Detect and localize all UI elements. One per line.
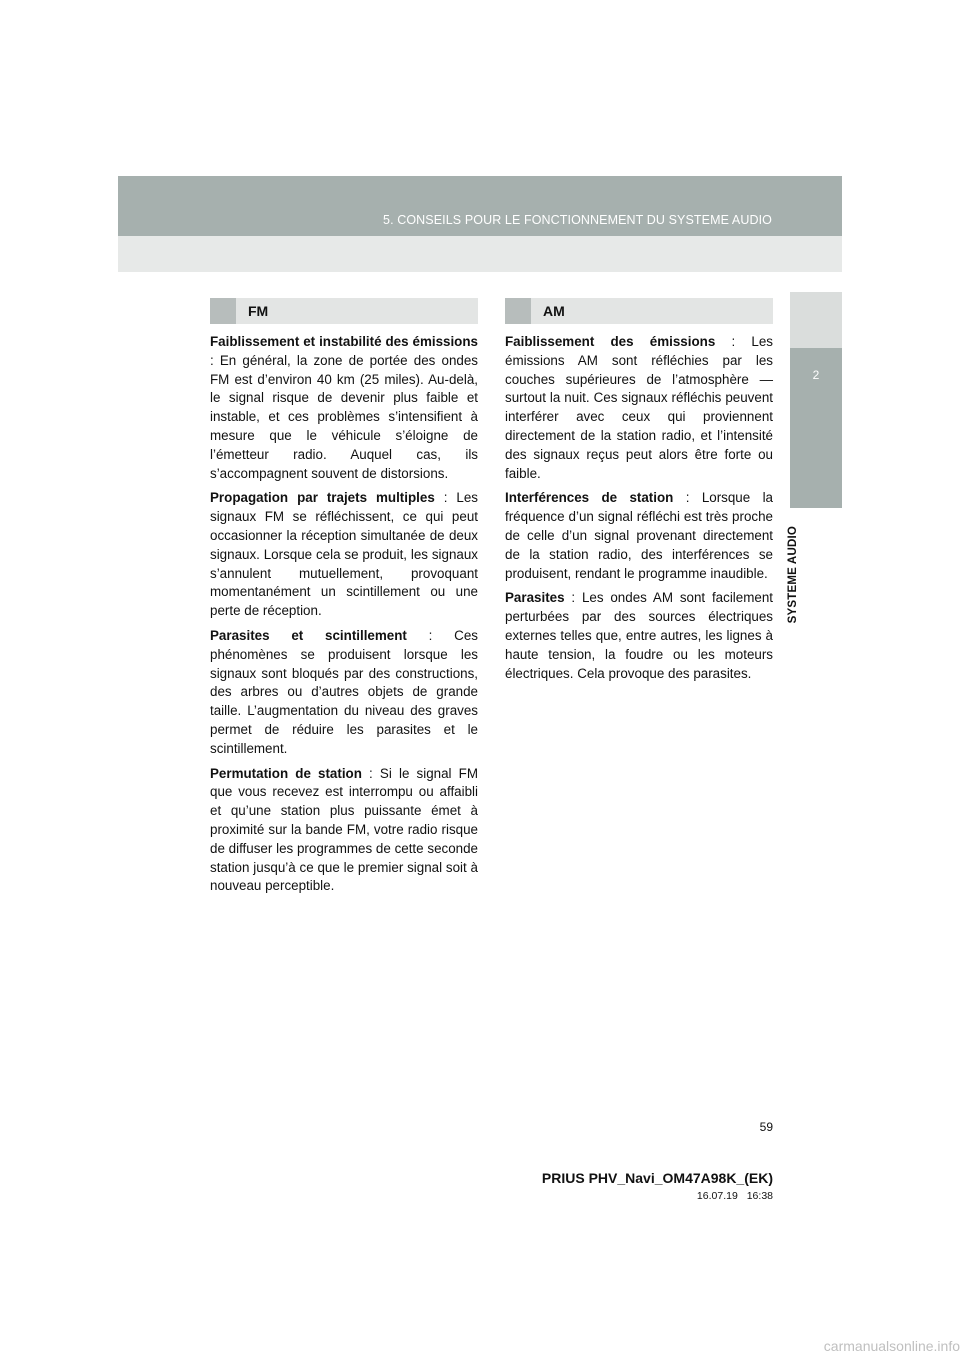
watermark: carmanualsonline.info [823, 1338, 960, 1354]
page-number: 59 [759, 1120, 773, 1134]
document-time: 16:38 [746, 1190, 773, 1202]
section-heading-fm [210, 298, 478, 324]
paragraph-text: Ces phénomènes se produisent lorsque les signaux sont bloqués par des constructions, des arbres ou d’autres objets de grande taille. L’augmentation du niveau des graves permet de réduire les parasites et le scintillement. [210, 627, 478, 756]
document-id: PRIUS PHV_Navi_OM47A98K_(EK) [541, 1170, 773, 1186]
fm-paragraph: Propagation par trajets multiples : Les signaux FM se réfléchissent, ce qui peut occasionner la réception simultanée de deux signaux. Lorsque cela se produit, les signaux s’annulent mutuellement, provoquant momentanément un scintillement ou une perte de réception. [210, 490, 478, 619]
heading-square-icon [505, 298, 531, 324]
paragraph-text: Les signaux FM se réfléchissent, ce qui peut occasionner la réception simultanée de deux signaux. Lorsque cela se produit, les signaux s’annulent mutuellement, provoquant momentanément un scintillement ou une perte de réception. [210, 490, 478, 619]
fm-paragraph: Faiblissement et instabilité des émissions : En général, la zone de portée des ondes FM est d’environ 40 km (25 miles). Au-delà, le signal risque de devenir plus faible et instable, et ces problèmes s’intensifient à mesure que le véhicule s’éloigne de l’émetteur radio. Auquel cas, ils s’accompagnent souvent de distorsions. [210, 334, 478, 481]
paragraph-term: Interférences de station [505, 490, 674, 506]
paragraph-text: Les émissions AM sont réfléchies par les couches supérieures de l’atmosphère — surtout la nuit. Ces signaux réfléchis peuvent interférer avec ceux qui proviennent directement de la station radio, et l’intensité des signaux reçus peut alors être forte ou faible. [505, 334, 773, 481]
am-paragraph: Interférences de station : Lorsque la fréquence d’un signal réfléchi est très proche de celle d’un signal provenant directement de la station radio, des interférences se produisent, rendant le programme inaudible. [505, 490, 773, 581]
paragraph-text: Si le signal FM que vous recevez est interrompu ou affaibli et qu’une station plus puissante émet à proximité sur la bande FM, votre radio risque de diffuser les programmes de cette seconde station jusqu’à ce que le premier signal soit à nouveau perceptible. [210, 765, 478, 894]
section-title-am: AM [543, 303, 565, 319]
chapter-tab [790, 348, 842, 508]
side-tab-top [790, 292, 842, 348]
chapter-label: SYSTEME AUDIO [787, 526, 799, 624]
document-date: 16.07.19 [696, 1190, 738, 1202]
am-paragraph: Parasites : Les ondes AM sont facilement perturbées par des sources électriques externes telles que, entre autres, les lignes à haute tension, la foudre ou les moteurs électriques. Cela provoque des parasites. [505, 590, 773, 681]
paragraph-term: Parasites et scintillement [210, 627, 407, 643]
chapter-number: 2 [812, 368, 820, 382]
paragraph-term: Faiblissement des émissions [505, 334, 716, 349]
fm-paragraph: Parasites et scintillement : Ces phénomènes se produisent lorsque les signaux sont bloqués par des constructions, des arbres ou d’autres objets de grande taille. L’augmentation du niveau des graves permet de réduire les parasites et le scintillement. [210, 627, 478, 756]
header-band [118, 176, 842, 236]
am-paragraph: Faiblissement des émissions : Les émissions AM sont réfléchies par les couches supérieures de l’atmosphère — surtout la nuit. Ces signaux réfléchis peuvent interférer avec ceux qui proviennent directement de la station radio, et l’intensité des signaux reçus peut alors être forte ou faible. [505, 334, 773, 481]
document-timestamp [697, 1190, 773, 1202]
section-heading-am [505, 298, 773, 324]
fm-paragraph: Permutation de station : Si le signal FM que vous recevez est interrompu ou affaibli et qu’une station plus puissante émet à proximité sur la bande FM, votre radio risque de diffuser les programmes de cette seconde station jusqu’à ce que le premier signal soit à nouveau perceptible. [210, 765, 478, 894]
paragraph-text: En général, la zone de portée des ondes FM est d’environ 40 km (25 miles). Au-delà, le signal risque de devenir plus faible et instable, et ces problèmes s’intensifient à mesure que le véhicule s’éloigne de l’émetteur radio. Auquel cas, ils s’accompagnent souvent de distorsions. [210, 352, 478, 481]
paragraph-text: Lorsque la fréquence d’un signal réfléchi est très proche de celle d’un signal provenant directement de la station radio, des interférences se produisent, rendant le programme inaudible. [505, 490, 773, 581]
paragraph-text: Les ondes AM sont facilement perturbées par des sources électriques externes telles que, entre autres, les lignes à haute tension, la foudre ou les moteurs électriques. Cela provoque des parasites. [505, 590, 773, 681]
paragraph-term: Faiblissement et instabilité des émissions [210, 334, 478, 349]
fm-column [210, 333, 478, 902]
header-subband [118, 236, 842, 272]
paragraph-term: Parasites [505, 590, 565, 606]
paragraph-term: Permutation de station [210, 765, 362, 781]
paragraph-term: Propagation par trajets multiples [210, 490, 435, 506]
page-header-title: 5. CONSEILS POUR LE FONCTIONNEMENT DU SYSTEME AUDIO [383, 213, 772, 227]
am-column [505, 333, 773, 689]
heading-square-icon [210, 298, 236, 324]
section-title-fm: FM [248, 303, 269, 319]
